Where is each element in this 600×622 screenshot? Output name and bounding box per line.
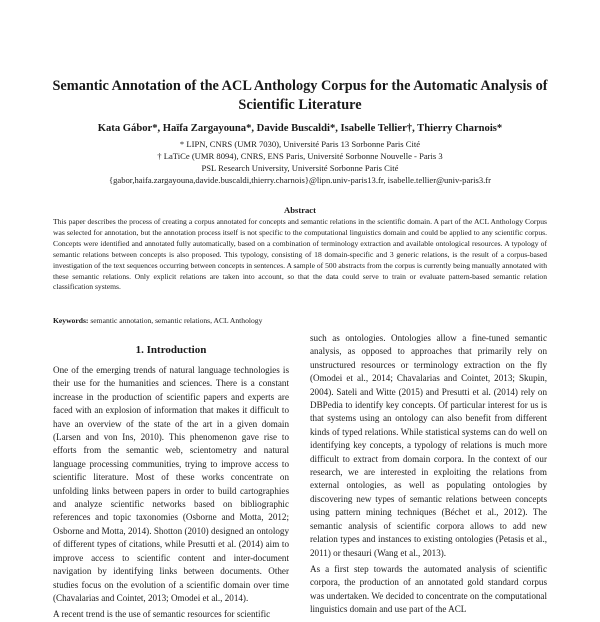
abstract-text: This paper describes the process of creating a corpus annotated for concepts and semantic relations in the scientific domain. A part of the ACL Anthology Corpus was selected for annotation, but the annotation process itself is not specific to the computational linguistics domain and could be applied to any scientific corpus. Concepts were identified and annotated fully automatically, based on a combination of terminology extraction and available ontological resources. A typology of semantic relations between concepts is also proposed. This typology, consisting of 18 domain-specific and 3 generic relations, is the result of a corpus-based investigation of the text sequences occurring between concepts in sentences. A sample of 500 abstracts from the corpus is currently being manually annotated with these semantic relations. Only explicit relations are taken into account, so that the data could serve to train or evaluate pattern-based semantic relation classification systems.	[53, 217, 547, 292]
affiliation-psl: PSL Research University, Université Sorbonne Paris Cité	[201, 163, 399, 173]
affiliations	[40, 138, 560, 186]
keywords-label: Keywords:	[53, 316, 89, 325]
abstract-heading: Abstract	[284, 205, 316, 215]
paragraph: As a first step towards the automated analysis of scientific corpora, the production of an annotated gold standard corpus was undertaken. We decided to concentrate on the computational linguistics domain and use part of the ACL	[310, 563, 547, 615]
section-heading-introduction: 1. Introduction	[135, 344, 207, 356]
author-emails: {gabor,haifa.zargayouna,davide.buscaldi,thierry.charnois}@lipn.univ-paris13.fr, isabelle.tellier@univ-paris3.fr	[108, 175, 492, 185]
paragraph: One of the emerging trends of natural language technologies is their use for the humanities and sciences. There is a constant increase in the production of scientific papers and experts are faced with an explosion of information that makes it difficult to have an overview of the state of the art in a given domain (Larsen and von Ins, 2010). This phenomenon gave rise to efforts from the semantic web, scientometry and natural language processing communities, trying to improve access to scientific literature. Most of these works concentrate on unfolding links between papers in order to build cartographies and analyze scientific networks based on bibliographic references and topic taxonomies (Osborne and Motta, 2012; Osborne and Motta, 2014). Shotton (2010) designed an ontology of different types of citations, while Presutti et al. (2014) aim to improve access to scientific content and inter-document navigation by identifying links between documents. Other studies focus on the evolution of a scientific domain over time (Chavalarias and Cointet, 2013; Omodei et al., 2014).	[53, 365, 289, 603]
keywords	[53, 316, 547, 326]
affiliation-lipn: * LIPN, CNRS (UMR 7030), Université Paris 13 Sorbonne Paris Cité	[179, 139, 421, 149]
right-column	[310, 332, 547, 617]
paper-title: Semantic Annotation of the ACL Anthology Corpus for the Automatic Analysis of Scientific Literature	[52, 78, 548, 113]
keywords-text: semantic annotation, semantic relations, ACL Anthology	[90, 316, 263, 325]
left-column	[53, 364, 289, 622]
author-list: Kata Gábor*, Haïfa Zargayouna*, Davide Buscaldi*, Isabelle Tellier†, Thierry Charnois*	[97, 123, 503, 134]
paragraph: A recent trend is the use of semantic resources for scientific	[53, 609, 271, 620]
affiliation-lattice: † LaTiCe (UMR 8094), CNRS, ENS Paris, Université Sorbonne Nouvelle - Paris 3	[157, 151, 443, 161]
paragraph: such as ontologies. Ontologies allow a fine-tuned semantic analysis, as opposed to approaches that primarily rely on unstructured resources or terminology extraction on the fly (Omodei et al., 2014; Chavalarias and Cointet, 2013; Skupin, 2004). Sateli and Witte (2015) and Presutti et al. (2014) rely on DBPedia to identify key concepts. Of particular interest for us is that systems using an ontology can also benefit from different kinds of typed relations. While statistical systems can do well on identifying key concepts, a typology of relations is much more difficult to extract from domain corpora. In the context of our research, we are interested in exploiting the relations from external ontologies, as well as populating ontologies by discovering new types of semantic relations between concepts using pattern mining techniques (Béchet et al., 2012). The semantic analysis of scientific corpora allows to add new relation types and instances to existing ontologies (Petasis et al., 2011) or thesauri (Wang et al., 2013).	[310, 333, 547, 558]
